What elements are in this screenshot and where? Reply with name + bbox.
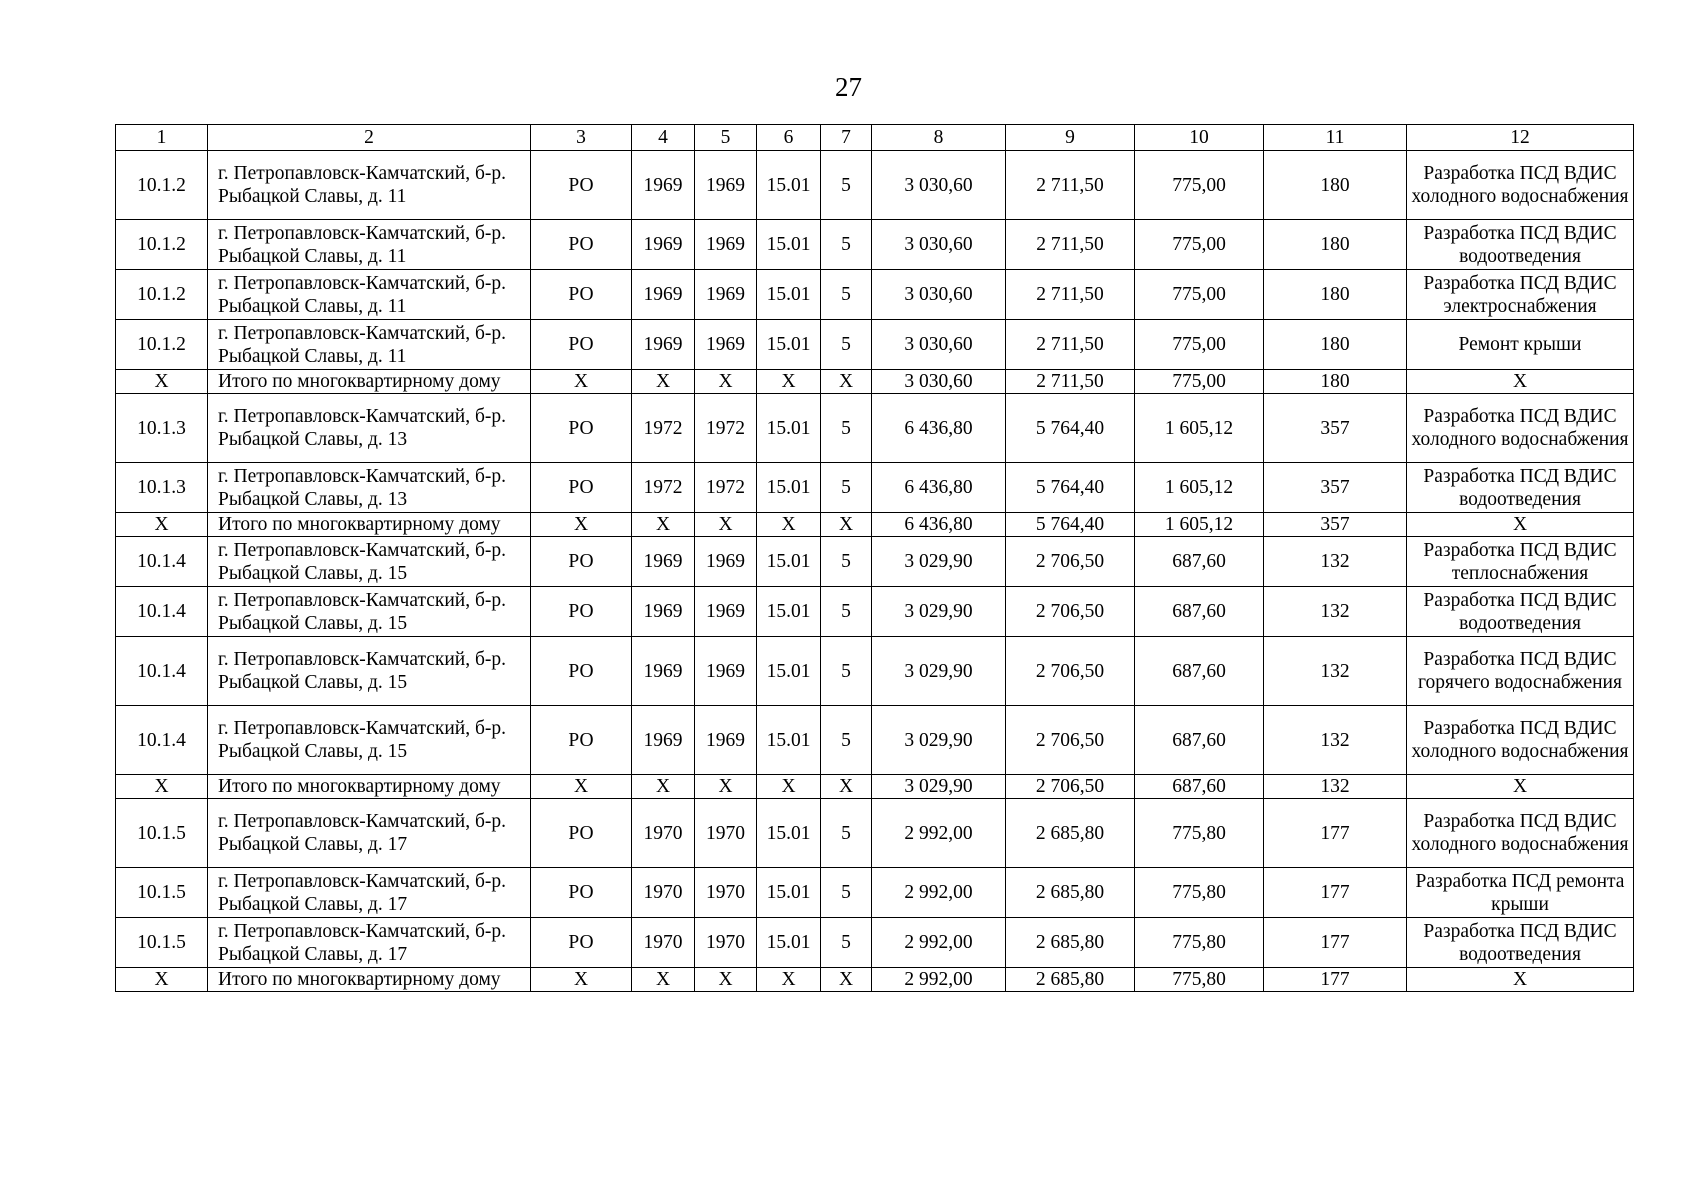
- work-type-cell: Разработка ПСД ВДИС электроснабжения: [1407, 270, 1634, 320]
- living-area-cell: 2 685,80: [1006, 918, 1135, 968]
- total-area-cell: 2 992,00: [872, 799, 1006, 868]
- subtotal-row: [116, 513, 1634, 537]
- owner-cell: РО: [531, 587, 632, 637]
- table-row: [116, 151, 1634, 220]
- floors-cell: X: [821, 775, 872, 799]
- commission-year-cell: 1969: [695, 637, 757, 706]
- row-number-cell: X: [116, 370, 208, 394]
- owner-cell: РО: [531, 220, 632, 270]
- code-cell: 15.01: [757, 394, 821, 463]
- commission-year-cell: X: [695, 370, 757, 394]
- floors-cell: 5: [821, 537, 872, 587]
- code-cell: 15.01: [757, 637, 821, 706]
- column-header: 4: [632, 125, 695, 151]
- code-cell: 15.01: [757, 463, 821, 513]
- residents-cell: 180: [1264, 220, 1407, 270]
- column-header: 1: [116, 125, 208, 151]
- residents-cell: 177: [1264, 918, 1407, 968]
- owner-cell: X: [531, 513, 632, 537]
- table-row: [116, 537, 1634, 587]
- table-row: [116, 868, 1634, 918]
- construction-year-cell: 1969: [632, 537, 695, 587]
- total-area-cell: 6 436,80: [872, 394, 1006, 463]
- code-cell: 15.01: [757, 918, 821, 968]
- owner-cell: РО: [531, 637, 632, 706]
- row-number-cell: 10.1.5: [116, 918, 208, 968]
- living-area-cell: 2 711,50: [1006, 220, 1135, 270]
- residents-cell: 177: [1264, 868, 1407, 918]
- living-area-cell: 2 685,80: [1006, 968, 1135, 992]
- owner-cell: X: [531, 968, 632, 992]
- commission-year-cell: 1969: [695, 151, 757, 220]
- work-type-cell: X: [1407, 968, 1634, 992]
- living-area-cell: 5 764,40: [1006, 513, 1135, 537]
- row-number-cell: 10.1.3: [116, 394, 208, 463]
- nonliving-area-cell: 775,00: [1135, 270, 1264, 320]
- owner-cell: РО: [531, 537, 632, 587]
- total-area-cell: 2 992,00: [872, 918, 1006, 968]
- row-number-cell: 10.1.2: [116, 270, 208, 320]
- row-number-cell: X: [116, 775, 208, 799]
- nonliving-area-cell: 687,60: [1135, 775, 1264, 799]
- residents-cell: 132: [1264, 706, 1407, 775]
- nonliving-area-cell: 775,80: [1135, 968, 1264, 992]
- nonliving-area-cell: 775,00: [1135, 320, 1264, 370]
- row-number-cell: 10.1.4: [116, 637, 208, 706]
- floors-cell: 5: [821, 270, 872, 320]
- nonliving-area-cell: 1 605,12: [1135, 394, 1264, 463]
- owner-cell: X: [531, 775, 632, 799]
- work-type-cell: Разработка ПСД ВДИС теплоснабжения: [1407, 537, 1634, 587]
- nonliving-area-cell: 687,60: [1135, 706, 1264, 775]
- floors-cell: X: [821, 968, 872, 992]
- total-area-cell: 3 030,60: [872, 320, 1006, 370]
- construction-year-cell: 1972: [632, 463, 695, 513]
- address-cell: Итого по многоквартирному дому: [208, 775, 531, 799]
- row-number-cell: 10.1.2: [116, 220, 208, 270]
- nonliving-area-cell: 775,00: [1135, 151, 1264, 220]
- owner-cell: РО: [531, 394, 632, 463]
- residents-cell: 132: [1264, 537, 1407, 587]
- code-cell: 15.01: [757, 799, 821, 868]
- column-number-row: [116, 125, 1634, 151]
- construction-year-cell: X: [632, 370, 695, 394]
- construction-year-cell: 1972: [632, 394, 695, 463]
- work-type-cell: Разработка ПСД ВДИС холодного водоснабжения: [1407, 706, 1634, 775]
- construction-year-cell: 1969: [632, 220, 695, 270]
- construction-year-cell: X: [632, 968, 695, 992]
- nonliving-area-cell: 775,00: [1135, 220, 1264, 270]
- work-type-cell: Ремонт крыши: [1407, 320, 1634, 370]
- column-header: 8: [872, 125, 1006, 151]
- address-cell: г. Петропавловск-Камчатский, б-р. Рыбацкой Славы, д. 11: [208, 320, 531, 370]
- construction-year-cell: 1969: [632, 637, 695, 706]
- floors-cell: 5: [821, 637, 872, 706]
- total-area-cell: 6 436,80: [872, 463, 1006, 513]
- row-number-cell: 10.1.2: [116, 151, 208, 220]
- column-header: 5: [695, 125, 757, 151]
- code-cell: X: [757, 775, 821, 799]
- table-row: [116, 587, 1634, 637]
- floors-cell: 5: [821, 918, 872, 968]
- column-header: 10: [1135, 125, 1264, 151]
- row-number-cell: 10.1.2: [116, 320, 208, 370]
- construction-year-cell: 1969: [632, 706, 695, 775]
- living-area-cell: 2 685,80: [1006, 868, 1135, 918]
- owner-cell: РО: [531, 799, 632, 868]
- construction-year-cell: 1969: [632, 270, 695, 320]
- floors-cell: 5: [821, 799, 872, 868]
- work-type-cell: Разработка ПСД ВДИС холодного водоснабжения: [1407, 394, 1634, 463]
- table-row: [116, 270, 1634, 320]
- nonliving-area-cell: 775,00: [1135, 370, 1264, 394]
- row-number-cell: 10.1.4: [116, 587, 208, 637]
- total-area-cell: 2 992,00: [872, 868, 1006, 918]
- commission-year-cell: 1970: [695, 918, 757, 968]
- floors-cell: 5: [821, 220, 872, 270]
- code-cell: 15.01: [757, 151, 821, 220]
- floors-cell: X: [821, 513, 872, 537]
- code-cell: 15.01: [757, 537, 821, 587]
- commission-year-cell: 1969: [695, 587, 757, 637]
- residents-cell: 132: [1264, 637, 1407, 706]
- address-cell: г. Петропавловск-Камчатский, б-р. Рыбацкой Славы, д. 15: [208, 537, 531, 587]
- column-header: 2: [208, 125, 531, 151]
- work-type-cell: Разработка ПСД ВДИС водоотведения: [1407, 587, 1634, 637]
- nonliving-area-cell: 687,60: [1135, 637, 1264, 706]
- owner-cell: РО: [531, 706, 632, 775]
- total-area-cell: 3 030,60: [872, 270, 1006, 320]
- commission-year-cell: 1972: [695, 394, 757, 463]
- code-cell: 15.01: [757, 706, 821, 775]
- construction-year-cell: 1970: [632, 868, 695, 918]
- commission-year-cell: 1969: [695, 537, 757, 587]
- row-number-cell: 10.1.5: [116, 799, 208, 868]
- address-cell: г. Петропавловск-Камчатский, б-р. Рыбацкой Славы, д. 15: [208, 637, 531, 706]
- living-area-cell: 2 711,50: [1006, 370, 1135, 394]
- living-area-cell: 2 706,50: [1006, 637, 1135, 706]
- address-cell: Итого по многоквартирному дому: [208, 968, 531, 992]
- living-area-cell: 2 685,80: [1006, 799, 1135, 868]
- work-type-cell: X: [1407, 775, 1634, 799]
- commission-year-cell: 1972: [695, 463, 757, 513]
- nonliving-area-cell: 687,60: [1135, 537, 1264, 587]
- column-header: 9: [1006, 125, 1135, 151]
- owner-cell: РО: [531, 151, 632, 220]
- address-cell: Итого по многоквартирному дому: [208, 513, 531, 537]
- living-area-cell: 5 764,40: [1006, 463, 1135, 513]
- total-area-cell: 3 030,60: [872, 151, 1006, 220]
- code-cell: 15.01: [757, 868, 821, 918]
- living-area-cell: 2 706,50: [1006, 537, 1135, 587]
- row-number-cell: 10.1.4: [116, 537, 208, 587]
- total-area-cell: 2 992,00: [872, 968, 1006, 992]
- address-cell: г. Петропавловск-Камчатский, б-р. Рыбацкой Славы, д. 15: [208, 706, 531, 775]
- table-row: [116, 320, 1634, 370]
- residents-cell: 357: [1264, 394, 1407, 463]
- row-number-cell: 10.1.4: [116, 706, 208, 775]
- address-cell: г. Петропавловск-Камчатский, б-р. Рыбацкой Славы, д. 17: [208, 918, 531, 968]
- table-row: [116, 918, 1634, 968]
- work-type-cell: Разработка ПСД ВДИС водоотведения: [1407, 463, 1634, 513]
- nonliving-area-cell: 775,80: [1135, 799, 1264, 868]
- residents-cell: 357: [1264, 513, 1407, 537]
- data-table: [115, 124, 1634, 992]
- owner-cell: РО: [531, 918, 632, 968]
- owner-cell: РО: [531, 320, 632, 370]
- residents-cell: 357: [1264, 463, 1407, 513]
- table-row: [116, 637, 1634, 706]
- table-body: [116, 151, 1634, 992]
- residents-cell: 180: [1264, 151, 1407, 220]
- work-type-cell: Разработка ПСД ремонта крыши: [1407, 868, 1634, 918]
- row-number-cell: 10.1.3: [116, 463, 208, 513]
- code-cell: 15.01: [757, 270, 821, 320]
- row-number-cell: X: [116, 513, 208, 537]
- construction-year-cell: 1969: [632, 320, 695, 370]
- commission-year-cell: 1969: [695, 220, 757, 270]
- living-area-cell: 2 706,50: [1006, 587, 1135, 637]
- construction-year-cell: 1970: [632, 799, 695, 868]
- code-cell: 15.01: [757, 320, 821, 370]
- nonliving-area-cell: 775,80: [1135, 918, 1264, 968]
- commission-year-cell: X: [695, 775, 757, 799]
- address-cell: Итого по многоквартирному дому: [208, 370, 531, 394]
- address-cell: г. Петропавловск-Камчатский, б-р. Рыбацкой Славы, д. 15: [208, 587, 531, 637]
- living-area-cell: 2 706,50: [1006, 706, 1135, 775]
- residents-cell: 132: [1264, 775, 1407, 799]
- total-area-cell: 3 029,90: [872, 637, 1006, 706]
- living-area-cell: 2 711,50: [1006, 151, 1135, 220]
- work-type-cell: Разработка ПСД ВДИС водоотведения: [1407, 220, 1634, 270]
- construction-year-cell: X: [632, 513, 695, 537]
- commission-year-cell: X: [695, 513, 757, 537]
- row-number-cell: X: [116, 968, 208, 992]
- residents-cell: 180: [1264, 320, 1407, 370]
- address-cell: г. Петропавловск-Камчатский, б-р. Рыбацкой Славы, д. 13: [208, 394, 531, 463]
- column-header: 11: [1264, 125, 1407, 151]
- living-area-cell: 2 711,50: [1006, 270, 1135, 320]
- owner-cell: РО: [531, 868, 632, 918]
- column-header: 7: [821, 125, 872, 151]
- residents-cell: 177: [1264, 968, 1407, 992]
- code-cell: X: [757, 968, 821, 992]
- table-row: [116, 799, 1634, 868]
- code-cell: X: [757, 370, 821, 394]
- living-area-cell: 5 764,40: [1006, 394, 1135, 463]
- commission-year-cell: 1970: [695, 868, 757, 918]
- floors-cell: 5: [821, 320, 872, 370]
- construction-year-cell: X: [632, 775, 695, 799]
- commission-year-cell: X: [695, 968, 757, 992]
- owner-cell: РО: [531, 270, 632, 320]
- floors-cell: 5: [821, 151, 872, 220]
- residents-cell: 132: [1264, 587, 1407, 637]
- owner-cell: X: [531, 370, 632, 394]
- construction-year-cell: 1970: [632, 918, 695, 968]
- work-type-cell: X: [1407, 370, 1634, 394]
- work-type-cell: Разработка ПСД ВДИС горячего водоснабжения: [1407, 637, 1634, 706]
- work-type-cell: Разработка ПСД ВДИС холодного водоснабжения: [1407, 799, 1634, 868]
- total-area-cell: 3 029,90: [872, 587, 1006, 637]
- living-area-cell: 2 706,50: [1006, 775, 1135, 799]
- total-area-cell: 3 030,60: [872, 370, 1006, 394]
- floors-cell: 5: [821, 394, 872, 463]
- address-cell: г. Петропавловск-Камчатский, б-р. Рыбацкой Славы, д. 11: [208, 270, 531, 320]
- address-cell: г. Петропавловск-Камчатский, б-р. Рыбацкой Славы, д. 17: [208, 868, 531, 918]
- owner-cell: РО: [531, 463, 632, 513]
- construction-year-cell: 1969: [632, 587, 695, 637]
- subtotal-row: [116, 370, 1634, 394]
- commission-year-cell: 1969: [695, 706, 757, 775]
- residents-cell: 177: [1264, 799, 1407, 868]
- row-number-cell: 10.1.5: [116, 868, 208, 918]
- floors-cell: 5: [821, 868, 872, 918]
- commission-year-cell: 1969: [695, 320, 757, 370]
- floors-cell: 5: [821, 587, 872, 637]
- column-header: 3: [531, 125, 632, 151]
- column-header: 12: [1407, 125, 1634, 151]
- address-cell: г. Петропавловск-Камчатский, б-р. Рыбацкой Славы, д. 11: [208, 220, 531, 270]
- work-type-cell: Разработка ПСД ВДИС холодного водоснабжения: [1407, 151, 1634, 220]
- nonliving-area-cell: 775,80: [1135, 868, 1264, 918]
- page-number: 27: [835, 72, 862, 102]
- total-area-cell: 3 029,90: [872, 775, 1006, 799]
- commission-year-cell: 1969: [695, 270, 757, 320]
- nonliving-area-cell: 1 605,12: [1135, 463, 1264, 513]
- total-area-cell: 6 436,80: [872, 513, 1006, 537]
- table-row: [116, 706, 1634, 775]
- table-row: [116, 394, 1634, 463]
- address-cell: г. Петропавловск-Камчатский, б-р. Рыбацкой Славы, д. 17: [208, 799, 531, 868]
- code-cell: 15.01: [757, 220, 821, 270]
- residents-cell: 180: [1264, 370, 1407, 394]
- nonliving-area-cell: 687,60: [1135, 587, 1264, 637]
- code-cell: 15.01: [757, 587, 821, 637]
- residents-cell: 180: [1264, 270, 1407, 320]
- total-area-cell: 3 029,90: [872, 706, 1006, 775]
- living-area-cell: 2 711,50: [1006, 320, 1135, 370]
- work-type-cell: Разработка ПСД ВДИС водоотведения: [1407, 918, 1634, 968]
- floors-cell: 5: [821, 463, 872, 513]
- column-header: 6: [757, 125, 821, 151]
- code-cell: X: [757, 513, 821, 537]
- subtotal-row: [116, 968, 1634, 992]
- address-cell: г. Петропавловск-Камчатский, б-р. Рыбацкой Славы, д. 11: [208, 151, 531, 220]
- commission-year-cell: 1970: [695, 799, 757, 868]
- total-area-cell: 3 029,90: [872, 537, 1006, 587]
- construction-year-cell: 1969: [632, 151, 695, 220]
- table-row: [116, 463, 1634, 513]
- table-row: [116, 220, 1634, 270]
- address-cell: г. Петропавловск-Камчатский, б-р. Рыбацкой Славы, д. 13: [208, 463, 531, 513]
- floors-cell: X: [821, 370, 872, 394]
- floors-cell: 5: [821, 706, 872, 775]
- nonliving-area-cell: 1 605,12: [1135, 513, 1264, 537]
- total-area-cell: 3 030,60: [872, 220, 1006, 270]
- subtotal-row: [116, 775, 1634, 799]
- work-type-cell: X: [1407, 513, 1634, 537]
